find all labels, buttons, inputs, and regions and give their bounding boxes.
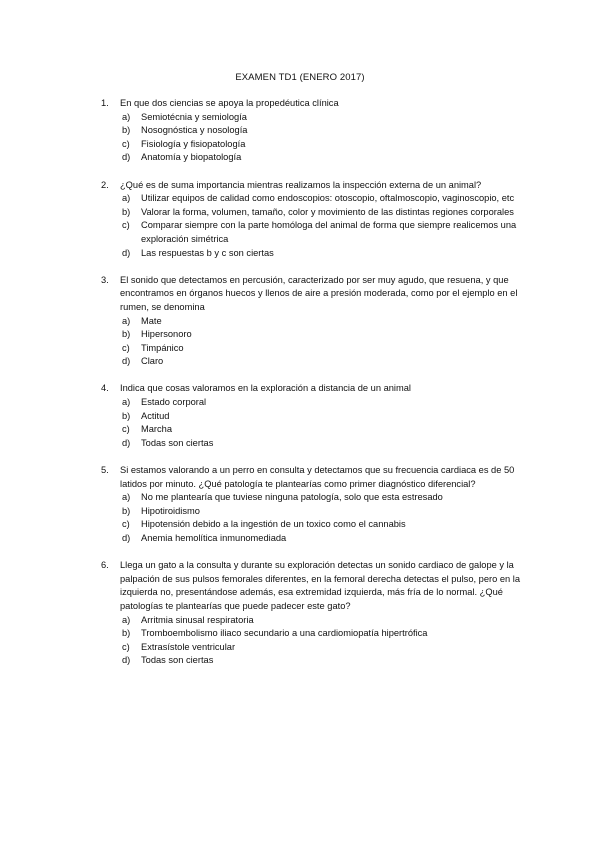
option-text: Las respuestas b y c son ciertas xyxy=(141,247,274,258)
option-text: Anatomía y biopatología xyxy=(141,152,242,163)
question-number: 3. xyxy=(101,274,109,285)
option-letter: b) xyxy=(122,628,131,639)
answer-option xyxy=(122,315,521,329)
question-number: 4. xyxy=(101,383,109,394)
answer-option xyxy=(122,355,521,369)
option-text: Semiotécnia y semiología xyxy=(141,111,247,122)
option-letter: b) xyxy=(122,206,131,217)
option-text: Todas son ciertas xyxy=(141,655,214,666)
option-letter: c) xyxy=(122,519,130,530)
question-text: Llega un gato a la consulta y durante su exploración detectas un sonido cardiaco de galope y la palpación de sus pulsos femorales diferentes, en la femoral derecha detectas el pulso, pero en la izquierda no, presentándose además, esa extremidad izquierda, más fría de lo normal. ¿Qué patologías te plantearías que puede padecer este gato? xyxy=(120,560,521,611)
question-stem xyxy=(101,382,521,396)
answer-option xyxy=(122,410,521,424)
option-letter: c) xyxy=(122,138,130,149)
answer-option xyxy=(122,247,521,261)
option-letter: b) xyxy=(122,125,131,136)
answer-option xyxy=(122,532,521,546)
question-number: 2. xyxy=(101,179,109,190)
answer-option xyxy=(122,328,521,342)
answer-option xyxy=(122,627,521,641)
question-number: 1. xyxy=(101,98,109,108)
option-letter: a) xyxy=(122,193,131,204)
option-letter: c) xyxy=(122,641,130,652)
option-letter: a) xyxy=(122,614,131,625)
question-text: El sonido que detectamos en percusión, caracterizado por ser muy agudo, que resuena, y que encontramos en órganos huecos y llenos de aire a presión moderada, como por el ejemplo en el rumen, se denomina xyxy=(120,274,518,312)
option-letter: d) xyxy=(122,655,131,666)
option-text: Marcha xyxy=(141,424,173,435)
option-text: Extrasístole ventricular xyxy=(141,641,236,652)
answer-option xyxy=(122,654,521,668)
option-text: Nosognóstica y nosología xyxy=(141,125,248,136)
answer-option xyxy=(122,518,521,532)
option-text: Hipersonoro xyxy=(141,329,192,340)
option-letter: b) xyxy=(122,410,131,421)
option-letter: a) xyxy=(122,111,131,122)
option-text: Utilizar equipos de calidad como endoscopios: otoscopio, oftalmoscopio, vaginoscopio, etc xyxy=(141,193,515,204)
option-letter: c) xyxy=(122,220,130,231)
question-5 xyxy=(101,464,521,546)
option-text: Claro xyxy=(141,356,164,367)
answer-option xyxy=(122,192,521,206)
option-text: Hipotiroidismo xyxy=(141,505,200,516)
question-3 xyxy=(101,274,521,369)
option-text: Comparar siempre con la parte homóloga del animal de forma que siempre realicemos una exploración simétrica xyxy=(141,220,517,244)
option-text: Mate xyxy=(141,315,162,326)
question-list xyxy=(101,97,521,682)
question-text: Si estamos valorando a un perro en consulta y detectamos que su frecuencia cardiaca es de 50 latidos por minuto. ¿Qué patología te plantearías como primer diagnóstico diferencial? xyxy=(120,465,515,489)
answer-option xyxy=(122,641,521,655)
answer-option xyxy=(122,111,521,125)
option-letter: d) xyxy=(122,356,131,367)
option-text: Tromboembolismo iliaco secundario a una cardiomiopatía hipertrófica xyxy=(141,628,428,639)
option-letter: a) xyxy=(122,315,131,326)
question-6 xyxy=(101,559,521,668)
answer-option xyxy=(122,396,521,410)
question-stem xyxy=(101,559,521,613)
answer-option xyxy=(122,138,521,152)
option-letter: a) xyxy=(122,397,131,408)
option-letter: d) xyxy=(122,533,131,543)
question-number: 6. xyxy=(101,560,109,571)
option-letter: c) xyxy=(122,424,130,435)
answer-option xyxy=(122,437,521,451)
option-text: Hipotensión debido a la ingestión de un toxico como el cannabis xyxy=(141,519,406,530)
option-letter: b) xyxy=(122,329,131,340)
answer-option xyxy=(122,124,521,138)
page-title: EXAMEN TD1 (ENERO 2017) xyxy=(235,72,365,83)
answer-option xyxy=(122,423,521,437)
option-letter: d) xyxy=(122,437,131,448)
option-text: Estado corporal xyxy=(141,397,207,408)
option-text: No me plantearía que tuviese ninguna patología, solo que esta estresado xyxy=(141,492,443,503)
answer-option xyxy=(122,342,521,356)
question-text: Indica que cosas valoramos en la exploración a distancia de un animal xyxy=(120,383,411,394)
question-number: 5. xyxy=(101,465,109,476)
question-2 xyxy=(101,179,521,261)
option-text: Fisiología y fisiopatología xyxy=(141,138,246,149)
option-text: Timpánico xyxy=(141,342,184,353)
option-letter: b) xyxy=(122,505,131,516)
question-text: ¿Qué es de suma importancia mientras realizamos la inspección externa de un animal? xyxy=(120,179,482,190)
option-text: Valorar la forma, volumen, tamaño, color y movimiento de las distintas regiones corporales xyxy=(141,206,514,217)
question-4 xyxy=(101,382,521,450)
answer-option xyxy=(122,491,521,505)
option-letter: a) xyxy=(122,492,131,503)
question-stem xyxy=(101,274,521,315)
question-stem xyxy=(101,179,521,193)
option-text: Actitud xyxy=(141,410,170,421)
option-text: Anemia hemolítica inmunomediada xyxy=(141,533,287,543)
answer-option xyxy=(122,614,521,628)
answer-option xyxy=(122,206,521,220)
answer-option xyxy=(122,151,521,165)
question-stem xyxy=(101,97,521,111)
option-text: Arritmia sinusal respiratoria xyxy=(141,614,254,625)
question-text: En que dos ciencias se apoya la propedéutica clínica xyxy=(120,98,339,108)
option-letter: c) xyxy=(122,342,130,353)
answer-option xyxy=(122,505,521,519)
option-letter: d) xyxy=(122,247,131,258)
question-1 xyxy=(101,97,521,165)
option-letter: d) xyxy=(122,152,131,163)
answer-option xyxy=(122,219,521,246)
option-text: Todas son ciertas xyxy=(141,437,214,448)
question-stem xyxy=(101,464,521,491)
